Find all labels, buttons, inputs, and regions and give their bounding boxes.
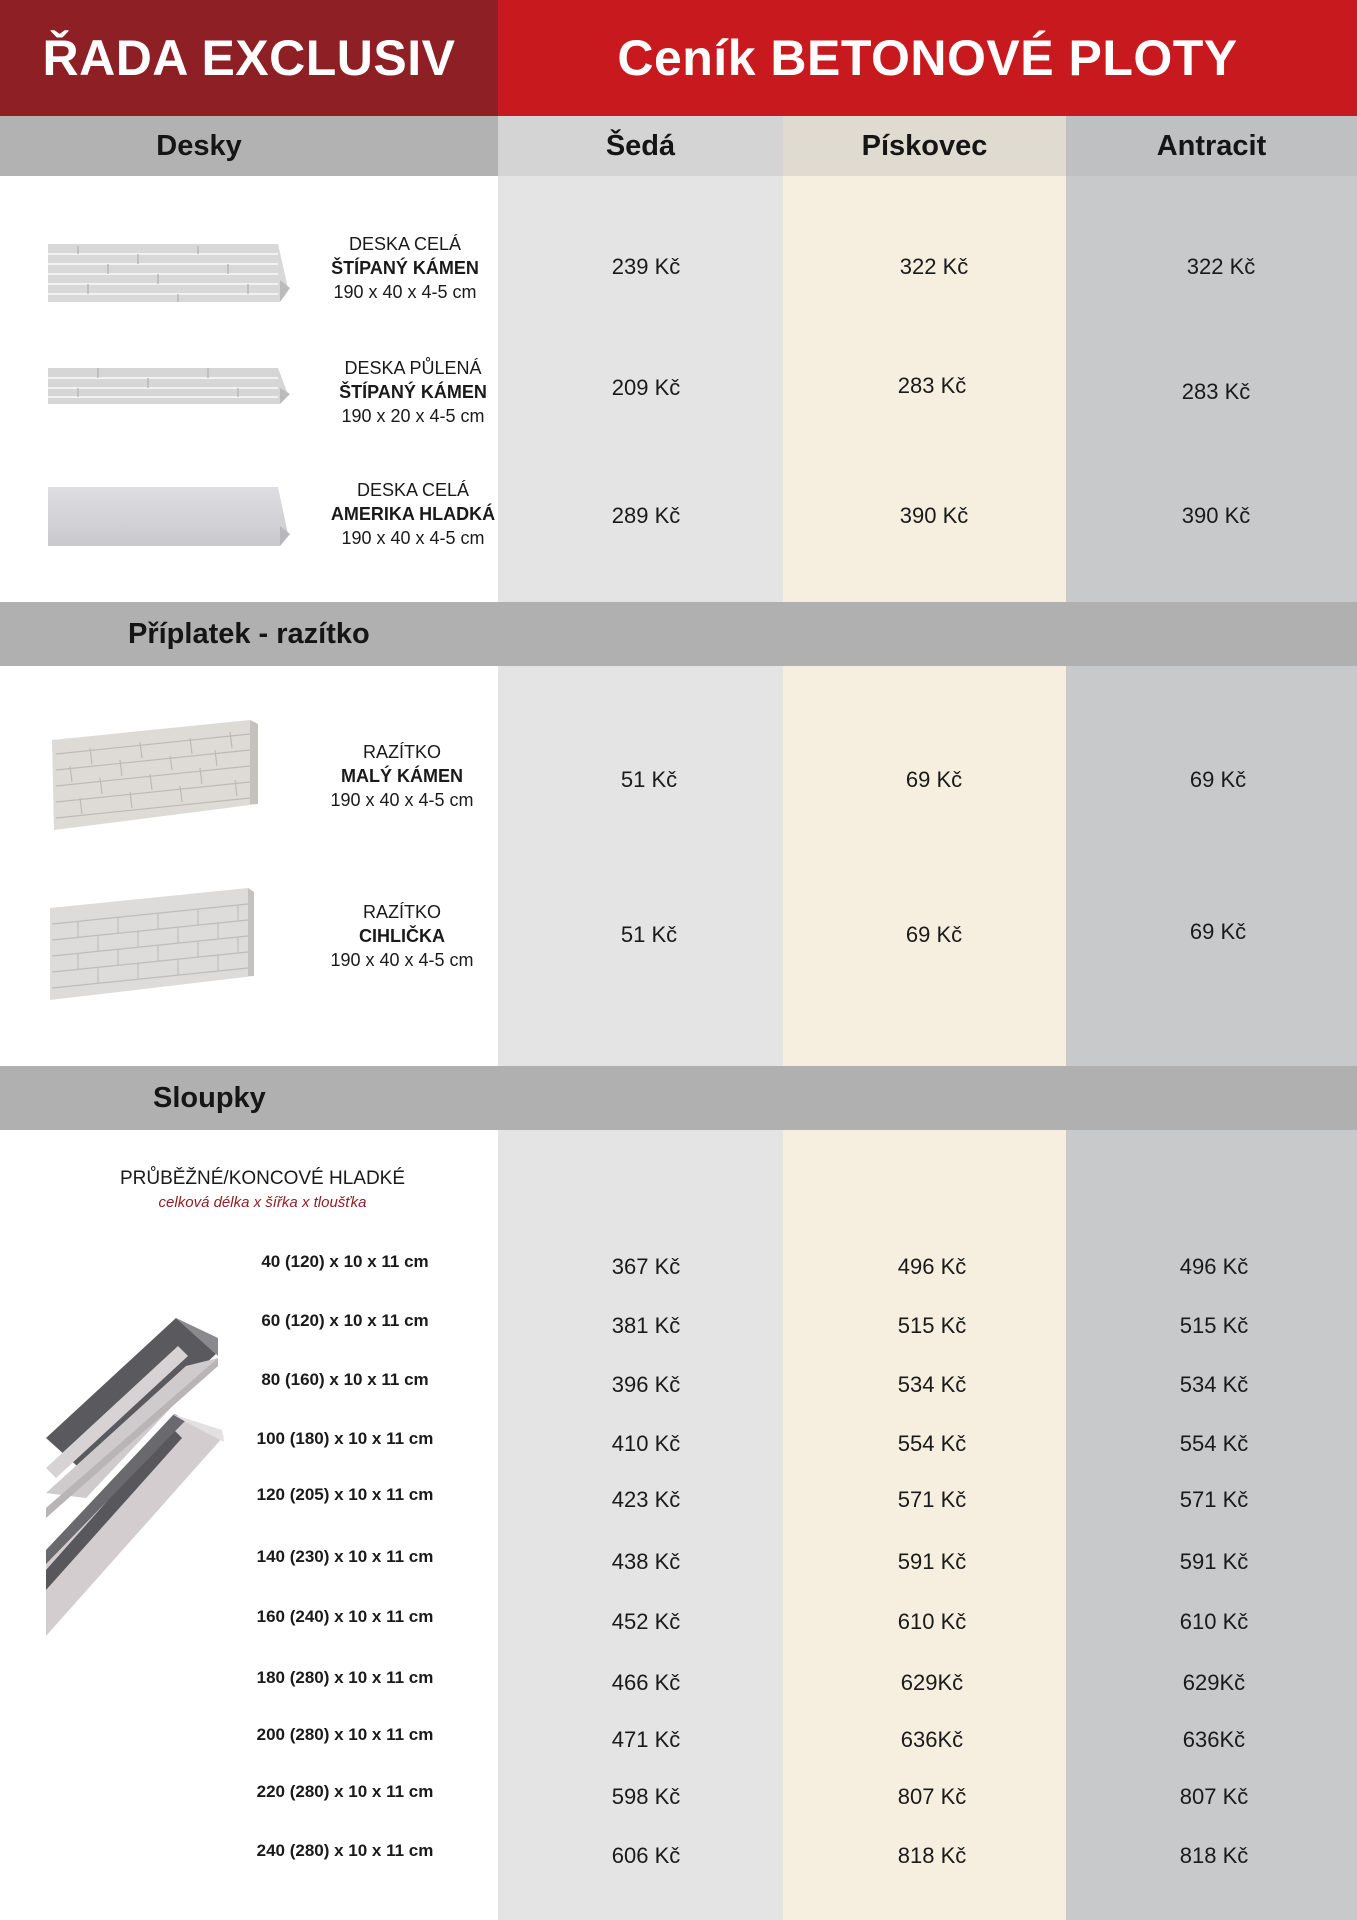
- series-title-text: ŘADA EXCLUSIV: [42, 30, 456, 86]
- price-seda: 466 Kč: [611, 1670, 681, 1695]
- product-dimensions: 190 x 40 x 4-5 cm: [341, 528, 485, 548]
- post-size-label: 160 (240) x 10 x 11 cm: [256, 1607, 434, 1626]
- price-piskovec: 322 Kč: [899, 254, 969, 279]
- fence-post-image: [46, 1318, 230, 1636]
- product-name: CIHLIČKA: [359, 926, 445, 946]
- product-name: ŠTÍPANÝ KÁMEN: [331, 258, 479, 278]
- post-size-label: 200 (280) x 10 x 11 cm: [256, 1725, 434, 1744]
- price-antracit: 636Kč: [1182, 1727, 1246, 1752]
- column-header-desky: Desky: [0, 116, 498, 176]
- price-piskovec: 283 Kč: [897, 373, 967, 398]
- price-antracit: 818 Kč: [1179, 1843, 1249, 1868]
- product-desc: [308, 478, 518, 550]
- post-size-label: 120 (205) x 10 x 11 cm: [256, 1485, 434, 1504]
- price-seda: 209 Kč: [611, 375, 681, 400]
- price-seda: 396 Kč: [611, 1372, 681, 1397]
- column-header-seda: Šedá: [498, 116, 783, 176]
- product-type: DESKA CELÁ: [348, 234, 462, 254]
- price-antracit: 629Kč: [1182, 1670, 1246, 1695]
- product-name: AMERIKA HLADKÁ: [330, 504, 496, 524]
- price-seda: 423 Kč: [611, 1487, 681, 1512]
- price-antracit: 69 Kč: [1189, 767, 1247, 792]
- price-antracit: 534 Kč: [1179, 1372, 1249, 1397]
- price-seda: 367 Kč: [611, 1254, 681, 1279]
- price-piskovec: 69 Kč: [905, 767, 963, 792]
- price-piskovec: 818 Kč: [897, 1843, 967, 1868]
- price-piskovec: 571 Kč: [897, 1487, 967, 1512]
- price-antracit: 571 Kč: [1179, 1487, 1249, 1512]
- price-piskovec: 496 Kč: [897, 1254, 967, 1279]
- header-series-title: [0, 0, 498, 116]
- product-name: ŠTÍPANÝ KÁMEN: [339, 382, 487, 402]
- product-desc: [297, 900, 507, 972]
- price-seda: 381 Kč: [611, 1313, 681, 1338]
- price-seda: 606 Kč: [611, 1843, 681, 1868]
- price-seda: 289 Kč: [611, 503, 681, 528]
- post-size-label: 140 (230) x 10 x 11 cm: [256, 1547, 434, 1566]
- column-seda-background: [498, 176, 783, 1920]
- product-type: RAZÍTKO: [362, 902, 441, 922]
- price-antracit: 554 Kč: [1179, 1431, 1249, 1456]
- price-antracit: 390 Kč: [1181, 503, 1251, 528]
- product-dimensions: 190 x 20 x 4-5 cm: [341, 406, 485, 426]
- price-piskovec: 515 Kč: [897, 1313, 967, 1338]
- post-size-label: 60 (120) x 10 x 11 cm: [261, 1311, 429, 1330]
- post-size-label: 80 (160) x 10 x 11 cm: [261, 1370, 429, 1389]
- panel-split-stone-half-image: [48, 366, 294, 408]
- price-piskovec: 390 Kč: [899, 503, 969, 528]
- product-dimensions: 190 x 40 x 4-5 cm: [333, 282, 477, 302]
- price-piskovec: 69 Kč: [905, 922, 963, 947]
- price-seda: 51 Kč: [620, 922, 678, 947]
- price-antracit: 322 Kč: [1186, 254, 1256, 279]
- posts-subtitle: PRŮBĚŽNÉ/KONCOVÉ HLADKÉ: [119, 1168, 406, 1189]
- price-seda: 452 Kč: [611, 1609, 681, 1634]
- price-piskovec: 534 Kč: [897, 1372, 967, 1397]
- price-seda: 438 Kč: [611, 1549, 681, 1574]
- price-antracit: 496 Kč: [1179, 1254, 1249, 1279]
- product-type: DESKA PŮLENÁ: [344, 358, 482, 378]
- price-seda: 471 Kč: [611, 1727, 681, 1752]
- pricelist-title-text: Ceník BETONOVÉ PLOTY: [617, 30, 1238, 86]
- price-antracit: 515 Kč: [1179, 1313, 1249, 1338]
- price-piskovec: 807 Kč: [897, 1784, 967, 1809]
- price-seda: 51 Kč: [620, 767, 678, 792]
- price-antracit: 610 Kč: [1179, 1609, 1249, 1634]
- column-header-piskovec: Pískovec: [783, 116, 1066, 176]
- header-pricelist-title: [498, 0, 1357, 116]
- post-size-label: 40 (120) x 10 x 11 cm: [261, 1252, 429, 1271]
- price-antracit: 591 Kč: [1179, 1549, 1249, 1574]
- column-antracit-background: [1066, 176, 1357, 1920]
- product-desc: [308, 356, 518, 428]
- product-desc: [297, 740, 507, 812]
- price-piskovec: 629Kč: [900, 1670, 964, 1695]
- post-size-label: 220 (280) x 10 x 11 cm: [256, 1782, 434, 1801]
- product-desc: [300, 232, 510, 304]
- product-dimensions: 190 x 40 x 4-5 cm: [330, 950, 474, 970]
- section-title: Sloupky: [153, 1081, 266, 1114]
- panel-split-stone-full-image: [48, 240, 294, 306]
- product-name: MALÝ KÁMEN: [341, 766, 463, 786]
- price-seda: 239 Kč: [611, 254, 681, 279]
- price-piskovec: 636Kč: [900, 1727, 964, 1752]
- price-antracit: 69 Kč: [1189, 919, 1247, 944]
- product-type: RAZÍTKO: [362, 742, 441, 762]
- price-antracit: 807 Kč: [1179, 1784, 1249, 1809]
- price-seda: 598 Kč: [611, 1784, 681, 1809]
- stamp-small-stone-image: [50, 718, 262, 834]
- post-size-label: 100 (180) x 10 x 11 cm: [256, 1429, 434, 1448]
- column-piskovec-background: [783, 176, 1066, 1920]
- stamp-brick-image: [48, 886, 258, 1004]
- post-size-label: 180 (280) x 10 x 11 cm: [256, 1668, 434, 1687]
- posts-dimension-note: celková délka x šířka x tloušťka: [158, 1194, 367, 1211]
- price-piskovec: 610 Kč: [897, 1609, 967, 1634]
- section-band-sloupky: [0, 1066, 1357, 1130]
- product-dimensions: 190 x 40 x 4-5 cm: [330, 790, 474, 810]
- panel-america-smooth-image: [48, 484, 294, 550]
- product-type: DESKA CELÁ: [356, 480, 470, 500]
- price-piskovec: 591 Kč: [897, 1549, 967, 1574]
- section-band-priplatek: [0, 602, 1357, 666]
- post-size-label: 240 (280) x 10 x 11 cm: [256, 1841, 434, 1860]
- column-header-antracit: Antracit: [1066, 116, 1357, 176]
- section-title: Příplatek - razítko: [128, 617, 370, 650]
- price-seda: 410 Kč: [611, 1431, 681, 1456]
- price-piskovec: 554 Kč: [897, 1431, 967, 1456]
- price-antracit: 283 Kč: [1181, 379, 1251, 404]
